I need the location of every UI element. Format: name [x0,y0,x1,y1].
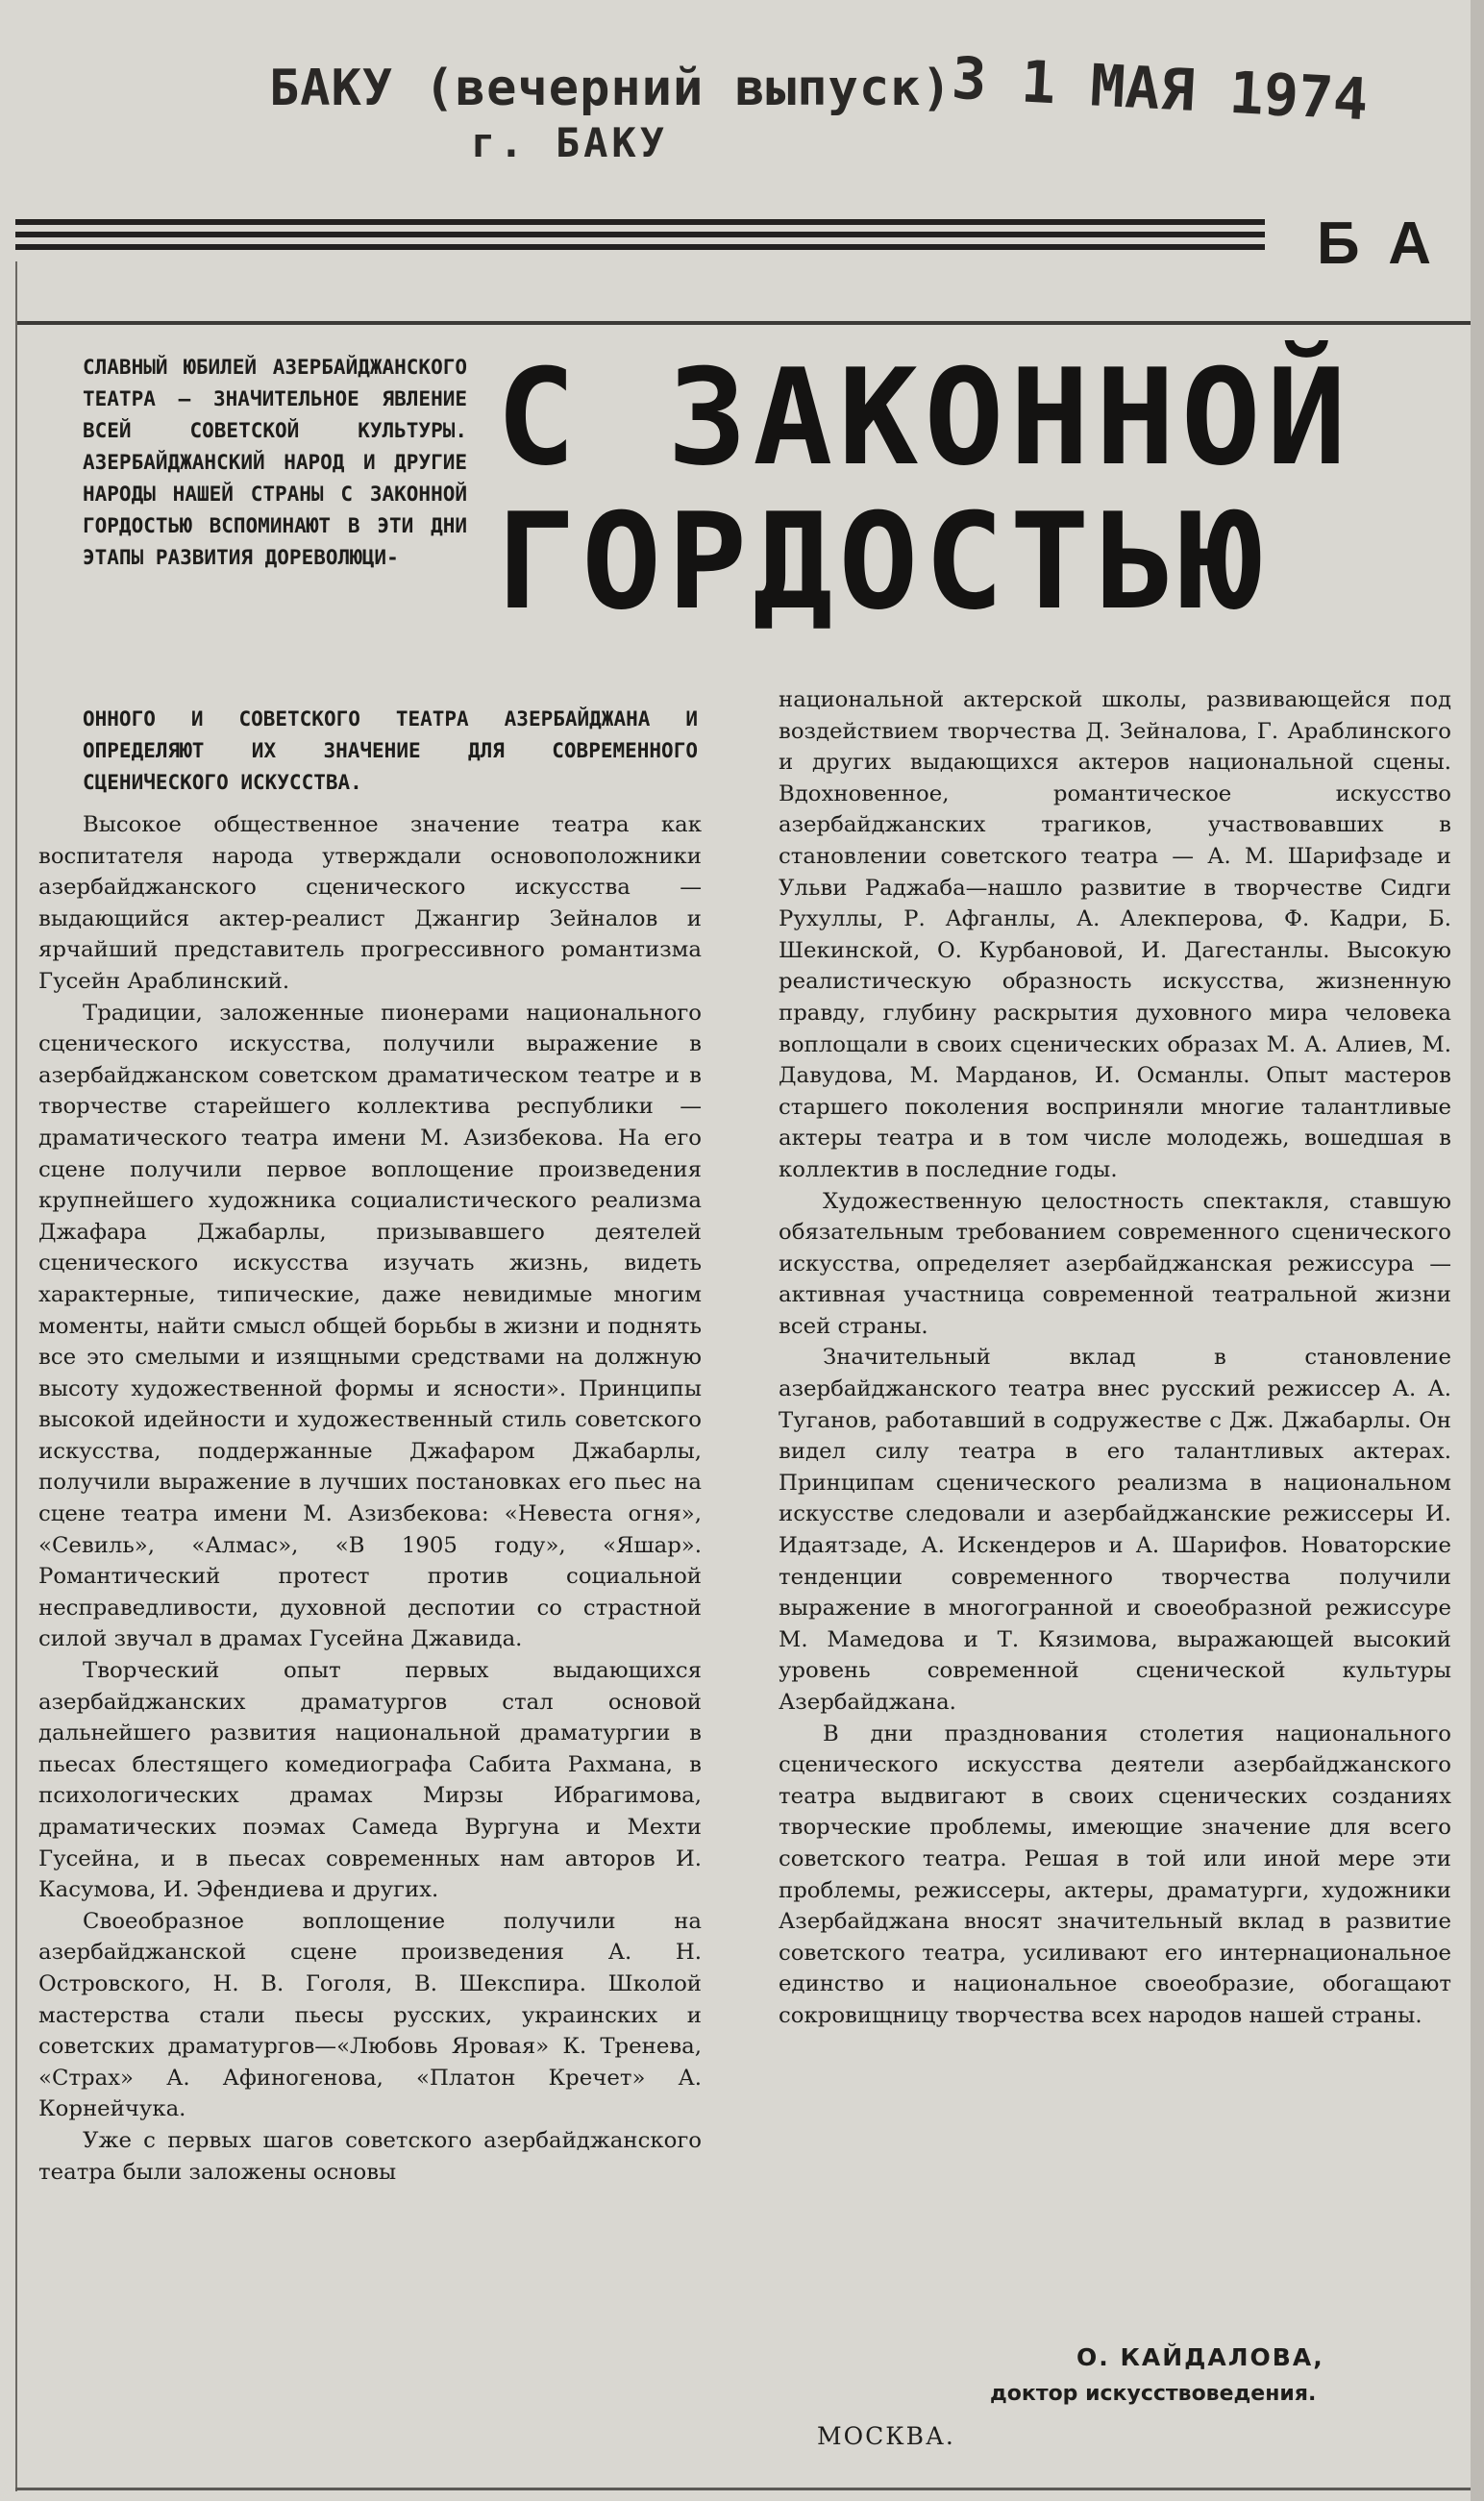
paragraph: Уже с первых шагов советского азербайджанского театра были заложены основы [38,2127,702,2185]
headline-line-1: С ЗАКОННОЙ [496,340,1352,495]
stamp-newspaper-name: БАКУ (вечерний выпуск) [269,60,952,117]
body-column-2 [779,684,1451,2032]
author-title: доктор искусствоведения. [990,2382,1317,2406]
dateline-city: МОСКВА. [817,2422,955,2450]
article-headline [496,340,1476,639]
paragraph: Художественную целостность спектакля, ставшую обязательным требованием современного сценического искусства, определяет азербайджанская режиссура — активная участница современной театральной жизни всей страны. [779,1188,1451,1339]
masthead-partial-title: БА [1317,210,1462,277]
bottom-divider [15,2488,1476,2490]
headline-line-2: ГОРДОСТЬЮ [496,484,1267,639]
author-name: О. КАЙДАЛОВА, [1076,2343,1324,2371]
article-lead: СЛАВНЫЙ ЮБИЛЕЙ АЗЕРБАЙДЖАНСКОГО ТЕАТРА — ЗНАЧИТЕЛЬНОЕ ЯВЛЕНИЕ ВСЕЙ СОВЕТСКОЙ КУЛЬТУРЫ. АЗЕРБАЙДЖАНСКИЙ НАРОД И ДРУГИЕ НАРОДЫ НАШЕЙ СТРАНЫ С ЗАКОННОЙ ГОРДОСТЬЮ ВСПОМИНАЮТ В ЭТИ ДНИ ЭТАПЫ РАЗВИТИЯ ДОРЕВОЛЮЦИ- [83,356,467,569]
stamp-date: 3 1 МАЯ 1974 [950,44,1371,135]
top-divider [15,321,1476,325]
paragraph: В дни празднования столетия национального сценического искусства деятели азербайджанского театра выдвигают в своих сценических созданиях творческие проблемы, имеющие значение для всего советского театра. Решая в той или иной мере эти проблемы, режиссеры, актеры, драматурги, художники Азербайджана вносят значительный вклад в развитие советского театра, усиливают его интернациональное единство и национальное своеобразие, обогащают сокровищницу творчества всех народов нашей страны. [779,1721,1451,2028]
left-edge-line [15,261,17,2491]
body-column-1 [38,809,702,2188]
right-page-edge [1471,0,1484,2501]
paragraph: Творческий опыт первых выдающихся азербайджанских драматургов стал основой дальнейшего развития национальной драматургии в пьесах блестящего комедиографа Сабита Рахмана, в психологических драмах Мирзы Ибрагимова, драматических поэмах Самеда Вургуна и Мехти Гусейна, и в пьесах современных нам авторов И. Касумова, И. Эфендиева и других. [38,1658,702,1903]
stamp-city: г. БАКУ [471,119,669,166]
paragraph: Своеобразное воплощение получили на азербайджанской сцене произведения А. Н. Островского, Н. В. Гоголя, В. Шекспира. Школой мастерства стали пьесы русских, украинских и советских драматургов—«Любовь Яровая» К. Тренева, «Страх» А. Афиногенова, «Платон Кречет» А. Корнейчука. [38,1908,702,2122]
paragraph: Значительный вклад в становление азербайджанского театра внес русский режиссер А. А. Туганов, работавший в содружестве с Дж. Джабарлы. Он видел силу театра в его талантливых актерах. Принципам сценического реализма в национальном искусстве следовали и азербайджанские режиссеры И. Идаятзаде, А. Искендеров и А. Шарифов. Новаторские тенденции современного творчества получили выражение в многогранной и своеобразной режиссуре М. Мамедова и Т. Кязимова, выражающей высокий уровень современной сценической культуры Азербайджана. [779,1345,1451,1715]
paragraph: Высокое общественное значение театра как воспитателя народа утверждали основоположники азербайджанского сценического искусства — выдающийся актер-реалист Джангир Зейналов и ярчайший представитель прогрессивного романтизма Гусейн Араблинский. [38,812,702,994]
paragraph: Традиции, заложенные пионерами национального сценического искусства, получили выражение в азербайджанском советском драматическом театре и в творчестве старейшего коллектива республики — драматического театра имени М. Азизбекова. На его сцене получили первое воплощение произведения крупнейшего художника социалистического реализма Джафара Джабарлы, призывавшего деятелей сценического искусства изучать жизнь, видеть характерные, типические, даже невидимые многим моменты, найти смысл общей борьбы в жизни и поднять все это смелыми и изящными средствами на должную высоту художественной формы и ясности». Принципы высокой идейности и художественный стиль советского искусства, поддержанные Джафаром Джабарлы, получили выражение в лучших постановках его пьес на сцене театра имени М. Азизбекова: «Невеста огня», «Севиль», «Алмас», «В 1905 году», «Яшар». Романтический протест против социальной несправедливости, духовной деспотии со страстной силой звучал в драмах Гусейна Джавида. [38,1000,702,1652]
paragraph: национальной актерской школы, развивающейся под воздействием творчества Д. Зейналова, Г. Араблинского и других выдающихся актеров национальной сцены. Вдохновенное, романтическое искусство азербайджанских трагиков, участвовавших в становлении советского театра — А. М. Шарифзаде и Ульви Раджаба—нашло развитие в творчестве Сидги Рухуллы, Р. Афганлы, А. Алекперова, Ф. Кадри, Б. Шекинской, О. Курбановой, И. Дагестанлы. Высокую реалистическую образность искусства, жизненную правду, глубину раскрытия духовного мира человека воплощали в своих сценических образах М. А. Алиев, М. Давудова, М. Марданов, И. Османлы. Опыт мастеров старшего поколения восприняли многие талантливые актеры театра и в том числе молодежь, вошедшая в коллектив в последние годы. [779,687,1451,1182]
article-lead-continued: ОННОГО И СОВЕТСКОГО ТЕАТРА АЗЕРБАЙДЖАНА И ОПРЕДЕЛЯЮТ ИХ ЗНАЧЕНИЕ ДЛЯ СОВРЕМЕННОГО СЦЕНИЧЕСКОГО ИСКУССТВА. [83,707,698,794]
masthead-rules [15,219,1265,265]
